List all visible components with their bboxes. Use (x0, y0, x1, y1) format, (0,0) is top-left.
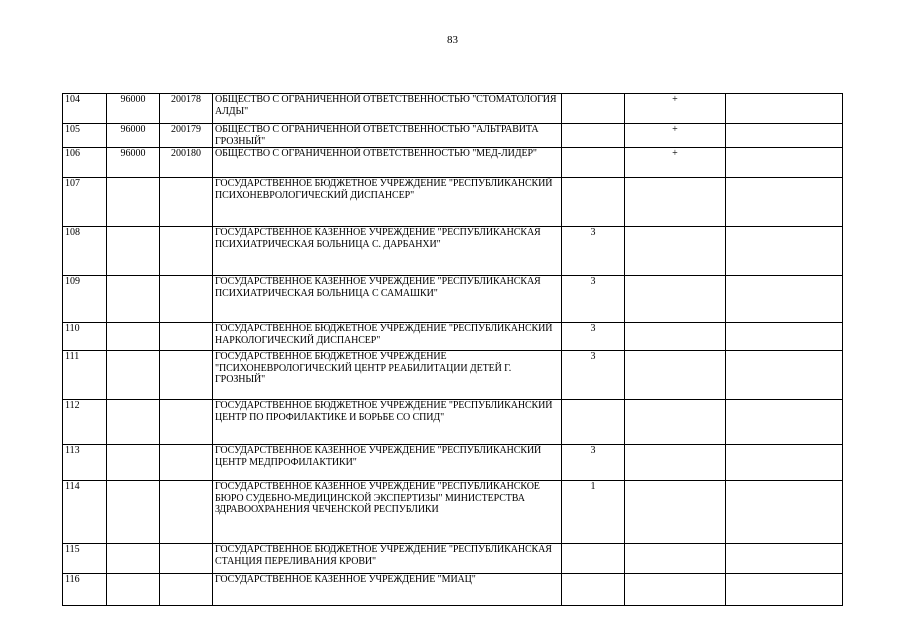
cell-code (107, 178, 160, 227)
cell-code (107, 276, 160, 323)
cell-category: 3 (562, 351, 625, 400)
cell-row-number: 115 (63, 544, 107, 574)
cell-id (160, 445, 213, 481)
table-row (63, 445, 843, 481)
cell-code (107, 227, 160, 276)
cell-row-number: 113 (63, 445, 107, 481)
table-row (63, 94, 843, 124)
table-row (63, 124, 843, 148)
cell-code: 96000 (107, 124, 160, 148)
cell-category: 1 (562, 481, 625, 544)
cell-category (562, 148, 625, 178)
table-row (63, 227, 843, 276)
cell-id (160, 276, 213, 323)
cell-row-number: 108 (63, 227, 107, 276)
cell-id: 200180 (160, 148, 213, 178)
table-row (63, 481, 843, 544)
cell-id (160, 323, 213, 351)
cell-row-number: 105 (63, 124, 107, 148)
cell-category (562, 178, 625, 227)
cell-organization-name: ГОСУДАРСТВЕННОЕ БЮДЖЕТНОЕ УЧРЕЖДЕНИЕ "ПСИХОНЕВРОЛОГИЧЕСКИЙ ЦЕНТР РЕАБИЛИТАЦИИ ДЕТЕЙ Г. ГРОЗНЫЙ" (213, 351, 562, 400)
cell-id: 200178 (160, 94, 213, 124)
cell-extra (726, 574, 843, 606)
table-row (63, 544, 843, 574)
cell-organization-name: ГОСУДАРСТВЕННОЕ БЮДЖЕТНОЕ УЧРЕЖДЕНИЕ "РЕСПУБЛИКАНСКИЙ ПСИХОНЕВРОЛОГИЧЕСКИЙ ДИСПАНСЕР" (213, 178, 562, 227)
cell-organization-name: ГОСУДАРСТВЕННОЕ КАЗЕННОЕ УЧРЕЖДЕНИЕ "МИАЦ" (213, 574, 562, 606)
table-row (63, 400, 843, 445)
cell-row-number: 112 (63, 400, 107, 445)
cell-organization-name: ГОСУДАРСТВЕННОЕ КАЗЕННОЕ УЧРЕЖДЕНИЕ "РЕСПУБЛИКАНСКИЙ ЦЕНТР МЕДПРОФИЛАКТИКИ" (213, 445, 562, 481)
cell-row-number: 109 (63, 276, 107, 323)
cell-code: 96000 (107, 148, 160, 178)
cell-extra (726, 94, 843, 124)
cell-code (107, 323, 160, 351)
cell-row-number: 116 (63, 574, 107, 606)
cell-extra (726, 178, 843, 227)
cell-id: 200179 (160, 124, 213, 148)
cell-mark (625, 178, 726, 227)
cell-extra (726, 400, 843, 445)
cell-mark (625, 544, 726, 574)
cell-row-number: 107 (63, 178, 107, 227)
cell-mark (625, 351, 726, 400)
table-row (63, 323, 843, 351)
cell-extra (726, 445, 843, 481)
cell-code (107, 351, 160, 400)
cell-extra (726, 481, 843, 544)
table-row (63, 276, 843, 323)
cell-category: 3 (562, 227, 625, 276)
cell-mark (625, 227, 726, 276)
registry-table (62, 93, 843, 606)
cell-id (160, 544, 213, 574)
cell-id (160, 574, 213, 606)
cell-code (107, 400, 160, 445)
cell-mark (625, 481, 726, 544)
cell-id (160, 351, 213, 400)
cell-code (107, 574, 160, 606)
cell-extra (726, 544, 843, 574)
cell-category (562, 400, 625, 445)
table-row (63, 148, 843, 178)
table-row (63, 574, 843, 606)
cell-extra (726, 276, 843, 323)
cell-organization-name: ГОСУДАРСТВЕННОЕ БЮДЖЕТНОЕ УЧРЕЖДЕНИЕ "РЕСПУБЛИКАНСКИЙ ЦЕНТР ПО ПРОФИЛАКТИКЕ И БОРЬБЕ СО СПИД" (213, 400, 562, 445)
cell-mark: + (625, 124, 726, 148)
cell-id (160, 227, 213, 276)
cell-organization-name: ОБЩЕСТВО С ОГРАНИЧЕННОЙ ОТВЕТСТВЕННОСТЬЮ "МЕД-ЛИДЕР" (213, 148, 562, 178)
cell-organization-name: ГОСУДАРСТВЕННОЕ БЮДЖЕТНОЕ УЧРЕЖДЕНИЕ "РЕСПУБЛИКАНСКАЯ СТАНЦИЯ ПЕРЕЛИВАНИЯ КРОВИ" (213, 544, 562, 574)
cell-code (107, 544, 160, 574)
cell-organization-name: ОБЩЕСТВО С ОГРАНИЧЕННОЙ ОТВЕТСТВЕННОСТЬЮ "АЛЬТРАВИТА ГРОЗНЫЙ" (213, 124, 562, 148)
cell-code (107, 445, 160, 481)
cell-extra (726, 227, 843, 276)
cell-id (160, 178, 213, 227)
cell-mark (625, 276, 726, 323)
cell-category (562, 94, 625, 124)
cell-mark: + (625, 148, 726, 178)
cell-mark (625, 574, 726, 606)
cell-extra (726, 148, 843, 178)
cell-code (107, 481, 160, 544)
cell-extra (726, 323, 843, 351)
cell-organization-name: ГОСУДАРСТВЕННОЕ КАЗЕННОЕ УЧРЕЖДЕНИЕ "РЕСПУБЛИКАНСКАЯ ПСИХИАТРИЧЕСКАЯ БОЛЬНИЦА С САМАШКИ" (213, 276, 562, 323)
cell-id (160, 400, 213, 445)
cell-category (562, 544, 625, 574)
cell-category: 3 (562, 323, 625, 351)
cell-category (562, 574, 625, 606)
cell-row-number: 111 (63, 351, 107, 400)
cell-organization-name: ГОСУДАРСТВЕННОЕ КАЗЕННОЕ УЧРЕЖДЕНИЕ "РЕСПУБЛИКАНСКОЕ БЮРО СУДЕБНО-МЕДИЦИНСКОЙ ЭКСПЕРТИЗЫ" МИНИСТЕРСТВА ЗДРАВООХРАНЕНИЯ ЧЕЧЕНСКОЙ РЕСПУБЛИКИ (213, 481, 562, 544)
registry-table-body (63, 94, 843, 606)
cell-row-number: 104 (63, 94, 107, 124)
cell-row-number: 110 (63, 323, 107, 351)
cell-mark: + (625, 94, 726, 124)
cell-category: 3 (562, 276, 625, 323)
page-number: 83 (447, 34, 458, 46)
cell-mark (625, 445, 726, 481)
table-row (63, 351, 843, 400)
cell-code: 96000 (107, 94, 160, 124)
cell-row-number: 106 (63, 148, 107, 178)
cell-extra (726, 351, 843, 400)
cell-organization-name: ГОСУДАРСТВЕННОЕ КАЗЕННОЕ УЧРЕЖДЕНИЕ "РЕСПУБЛИКАНСКАЯ ПСИХИАТРИЧЕСКАЯ БОЛЬНИЦА С. ДАРБАНХИ" (213, 227, 562, 276)
cell-mark (625, 323, 726, 351)
cell-organization-name: ОБЩЕСТВО С ОГРАНИЧЕННОЙ ОТВЕТСТВЕННОСТЬЮ "СТОМАТОЛОГИЯ АЛДЫ" (213, 94, 562, 124)
cell-extra (726, 124, 843, 148)
cell-row-number: 114 (63, 481, 107, 544)
cell-organization-name: ГОСУДАРСТВЕННОЕ БЮДЖЕТНОЕ УЧРЕЖДЕНИЕ "РЕСПУБЛИКАНСКИЙ НАРКОЛОГИЧЕСКИЙ ДИСПАНСЕР" (213, 323, 562, 351)
table-row (63, 178, 843, 227)
cell-mark (625, 400, 726, 445)
cell-category (562, 124, 625, 148)
cell-category: 3 (562, 445, 625, 481)
cell-id (160, 481, 213, 544)
